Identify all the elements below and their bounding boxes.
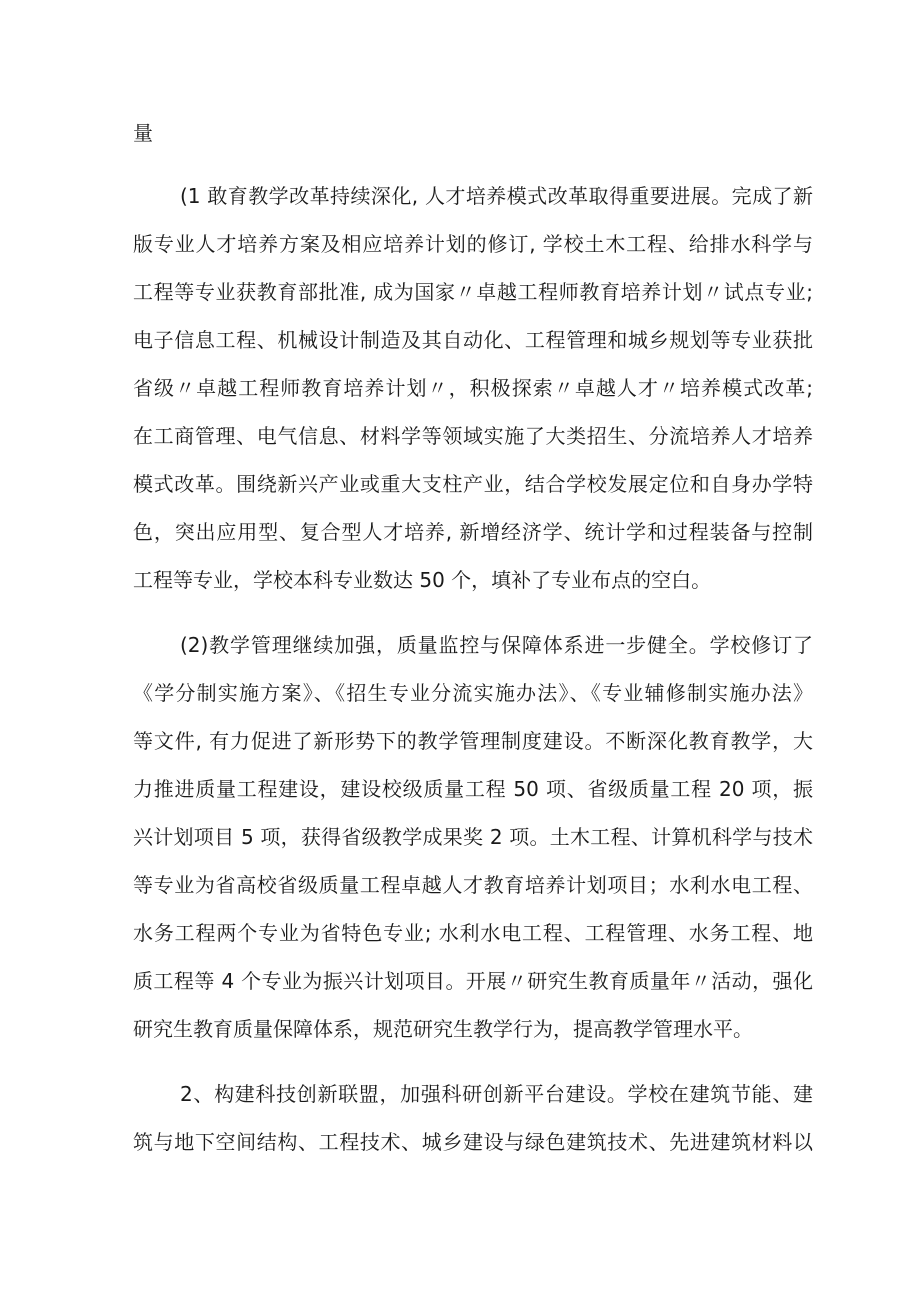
paragraph-line: 兴计划项目 5 项，获得省级教学成果奖 2 项。土木工程、计算机科学与技术 (133, 825, 813, 849)
paragraph-line: 色，突出应用型、复合型人才培养, 新增经济学、统计学和过程装备与控制 (133, 520, 813, 544)
paragraph-line: 质工程等 4 个专业为振兴计划项目。开展〃研究生教育质量年〃活动，强化 (133, 969, 813, 993)
paragraph-line: 研究生教育质量保障体系，规范研究生教学行为，提高教学管理水平。 (133, 1017, 753, 1041)
paragraph-line: 《学分制实施方案》、《招生专业分流实施办法》、《专业辅修制实施办法》 (133, 681, 813, 705)
paragraph-line: 电子信息工程、机械设计制造及其自动化、工程管理和城乡规划等专业获批 (133, 328, 813, 352)
continuation-fragment: 量 (133, 121, 153, 145)
paragraph-line: 等文件, 有力促进了新形势下的教学管理制度建设。不断深化教育教学，大 (133, 729, 813, 753)
paragraph-line: (2)教学管理继续加强，质量监控与保障体系进一步健全。学校修订了 (180, 633, 813, 657)
paragraph-line: (1 敢育教学改革持续深化, 人才培养模式改革取得重要进展。完成了新 (180, 184, 813, 208)
paragraph-line: 省级〃卓越工程师教育培养计划〃，积极探索〃卓越人才〃培养模式改革; (133, 376, 813, 400)
paragraph-line: 版专业人才培养方案及相应培养计划的修订, 学校土木工程、给排水科学与 (133, 232, 813, 256)
paragraph-line: 筑与地下空间结构、工程技术、城乡建设与绿色建筑技术、先进建筑材料以 (133, 1130, 813, 1154)
paragraph-line: 等专业为省高校省级质量工程卓越人才教育培养计划项目；水利水电工程、 (133, 873, 813, 897)
paragraph-line: 水务工程两个专业为省特色专业; 水利水电工程、工程管理、水务工程、地 (133, 921, 813, 945)
paragraph-line: 工程等专业，学校本科专业数达 50 个，填补了专业布点的空白。 (133, 568, 712, 592)
paragraph-line: 模式改革。围绕新兴产业或重大支柱产业，结合学校发展定位和自身办学特 (133, 472, 813, 496)
paragraph-line: 2、构建科技创新联盟，加强科研创新平台建设。学校在建筑节能、建 (180, 1082, 813, 1106)
paragraph-line: 工程等专业获教育部批准, 成为国家〃卓越工程师教育培养计划〃试点专业; (133, 280, 813, 304)
paragraph-line: 力推进质量工程建设，建设校级质量工程 50 项、省级质量工程 20 项，振 (133, 777, 813, 801)
paragraph-line: 在工商管理、电气信息、材料学等领域实施了大类招生、分流培养人才培养 (133, 424, 813, 448)
